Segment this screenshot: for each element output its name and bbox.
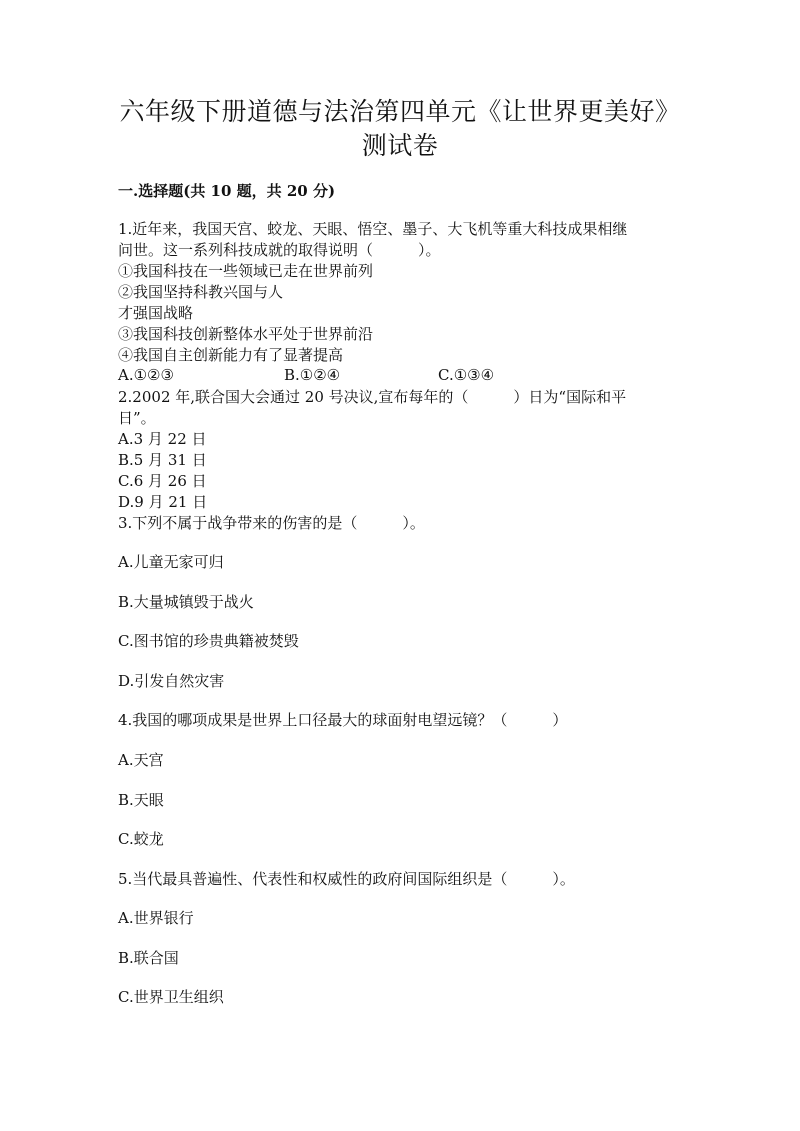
question-1-stem-line1: 1.近年来，我国天宫、蛟龙、天眼、悟空、墨子、大飞机等重大科技成果相继 (118, 220, 628, 238)
question-1-statement-2-cont: 才强国战略 (118, 304, 194, 322)
question-5-stem: 5.当代最具普遍性、代表性和权威性的政府间国际组织是（ ）。 (118, 870, 575, 888)
question-1-option-b: B.①②④ (284, 366, 341, 384)
question-4-option-c: C.蛟龙 (118, 830, 164, 848)
question-1-statement-3: ③我国科技创新整体水平处于世界前沿 (118, 325, 374, 343)
question-2-stem-line2: 日”。 (118, 409, 156, 427)
page-subtitle: 测试卷 (361, 131, 439, 160)
question-2-option-a: A.3 月 22 日 (118, 430, 207, 448)
question-4-stem: 4.我国的哪项成果是世界上口径最大的球面射电望远镜？（ ） (118, 711, 568, 729)
question-5-option-c: C.世界卫生组织 (118, 988, 224, 1006)
question-3-stem: 3.下列不属于战争带来的伤害的是（ ）。 (118, 514, 425, 532)
question-3-option-d: D.引发自然灾害 (118, 672, 225, 690)
question-5-option-b: B.联合国 (118, 949, 179, 967)
question-1-statement-1: ①我国科技在一些领域已走在世界前列 (118, 262, 374, 280)
question-2-option-b: B.5 月 31 日 (118, 451, 207, 469)
question-1-stem-line2: 问世。这一系列科技成就的取得说明（ ）。 (118, 241, 441, 259)
question-3-option-b: B.大量城镇毁于战火 (118, 593, 254, 611)
question-1-statement-2: ②我国坚持科教兴国与人 (118, 283, 284, 301)
question-3-option-c: C.图书馆的珍贵典籍被焚毁 (118, 632, 299, 650)
question-2-option-d: D.9 月 21 日 (118, 493, 208, 511)
question-1-option-c: C.①③④ (438, 366, 495, 384)
question-2-option-c: C.6 月 26 日 (118, 472, 207, 490)
section-heading: 一.选择题(共 10 题，共 20 分) (118, 182, 336, 200)
question-1-option-a: A.①②③ (118, 366, 174, 384)
question-2-stem-line1: 2.2002 年,联合国大会通过 20 号决议,宣布每年的（ ）日为“国际和平 (118, 388, 627, 406)
question-3-option-a: A.儿童无家可归 (118, 553, 224, 571)
question-5-option-a: A.世界银行 (118, 909, 194, 927)
page-title: 六年级下册道德与法治第四单元《让世界更美好》 (119, 97, 681, 126)
question-4-option-a: A.天宫 (118, 751, 164, 769)
question-4-option-b: B.天眼 (118, 791, 164, 809)
question-1-statement-4: ④我国自主创新能力有了显著提高 (118, 346, 344, 364)
